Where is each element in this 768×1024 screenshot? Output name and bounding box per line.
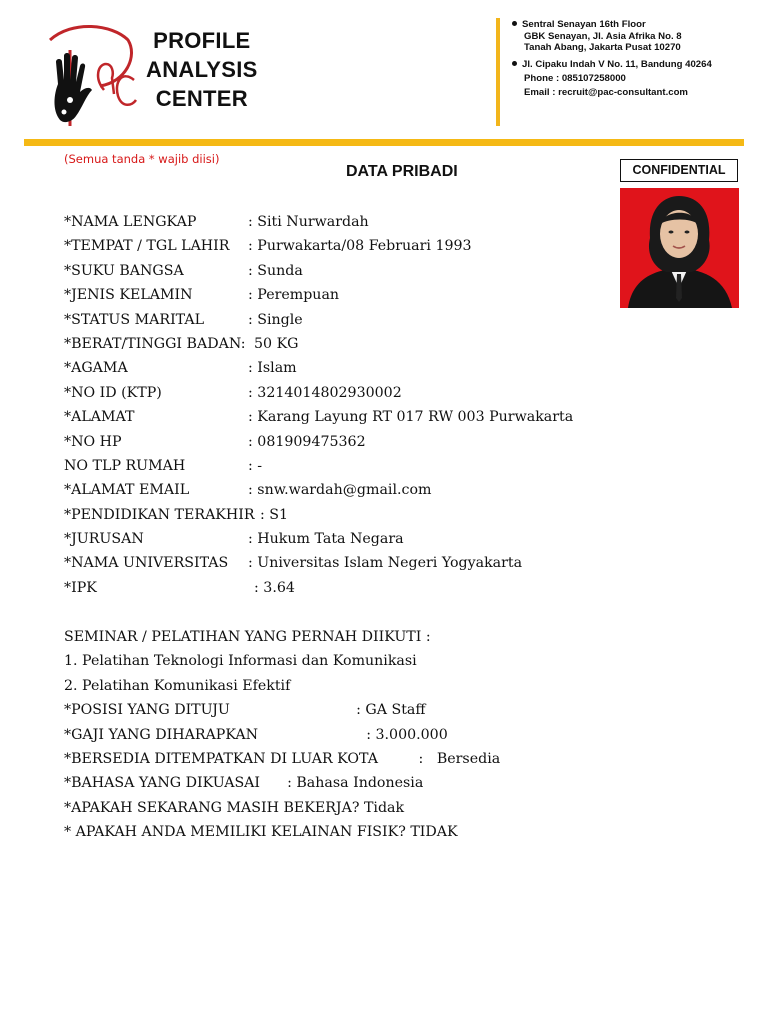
company-name xyxy=(146,26,258,113)
confidential-label: CONFIDENTIAL xyxy=(620,159,738,182)
text-line-content: *POSISI YANG DITUJU : GA Staff xyxy=(64,702,426,719)
field-label: *ALAMAT xyxy=(64,409,135,426)
field-label: *ALAMAT EMAIL xyxy=(64,482,190,499)
field-value: : Siti Nurwardah xyxy=(248,214,369,230)
field-label: *AGAMA xyxy=(64,360,128,377)
person-photo-icon xyxy=(620,188,739,308)
required-note: (Semua tanda * wajib diisi) xyxy=(64,152,220,166)
address-line: Jl. Cipaku Indah V No. 11, Bandung 40264 xyxy=(522,58,712,70)
field-label: *STATUS MARITAL xyxy=(64,311,205,328)
accent-bar xyxy=(24,139,744,146)
phone-line: Phone : 085107258000 xyxy=(524,73,626,85)
field-label: *BERAT/TINGGI BADAN: xyxy=(64,335,246,352)
text-line-content: 2. Pelatihan Komunikasi Efektif xyxy=(64,677,291,694)
field-label: *JENIS KELAMIN xyxy=(64,287,193,304)
text-line-content: SEMINAR / PELATIHAN YANG PERNAH DIIKUTI : xyxy=(64,629,431,645)
contact-info xyxy=(512,19,712,99)
text-line-content: *GAJI YANG DIHARAPKAN : 3.000.000 xyxy=(64,726,448,743)
page-title: DATA PRIBADI xyxy=(346,163,458,180)
header-divider xyxy=(496,18,500,126)
field-value: : 3214014802930002 xyxy=(248,384,402,401)
profile-photo xyxy=(620,188,739,308)
field-label: *NO ID (KTP) xyxy=(64,384,162,401)
field-value: : Universitas Islam Negeri Yogyakarta xyxy=(248,555,523,572)
field-label: *NO HP xyxy=(64,433,122,450)
field-label: *TEMPAT / TGL LAHIR xyxy=(64,238,230,255)
text-line-content: 1. Pelatihan Teknologi Informasi dan Komunikasi xyxy=(64,653,417,670)
company-line: ANALYSIS xyxy=(146,57,258,82)
text-line-content: *BAHASA YANG DIKUASAI : Bahasa Indonesia xyxy=(64,775,424,792)
field-label: NO TLP RUMAH xyxy=(64,457,186,474)
field-value: : 081909475362 xyxy=(248,433,366,450)
company-line: PROFILE xyxy=(153,28,251,53)
field-value: : S1 xyxy=(260,506,289,523)
field-value: : Single xyxy=(248,311,303,328)
field-value: : Karang Layung RT 017 RW 003 Purwakarta xyxy=(248,409,574,426)
text-line-content: * APAKAH ANDA MEMILIKI KELAINAN FISIK? TIDAK xyxy=(64,824,458,841)
field-value: : 3.64 xyxy=(254,579,295,596)
field-label: *NAMA LENGKAP xyxy=(64,214,197,230)
text-line-content: *BERSEDIA DITEMPATKAN DI LUAR KOTA : Bersedia xyxy=(64,750,501,767)
field-value: : Hukum Tata Negara xyxy=(248,531,404,548)
pac-logo xyxy=(42,20,138,130)
field-value: : Perempuan xyxy=(248,287,340,304)
field-label: *IPK xyxy=(64,579,97,596)
field-label: *JURUSAN xyxy=(64,531,144,548)
field-value: : Purwakarta/08 Februari 1993 xyxy=(248,238,472,255)
field-value: 50 KG xyxy=(254,335,299,352)
field-label: *SUKU BANGSA xyxy=(64,262,184,279)
bullet-icon xyxy=(512,61,517,66)
bullet-icon xyxy=(512,21,517,26)
email-line: Email : recruit@pac-consultant.com xyxy=(524,86,688,98)
address-line: GBK Senayan, Jl. Asia Afrika No. 8 xyxy=(524,30,682,42)
text-line-content: *APAKAH SEKARANG MASIH BEKERJA? Tidak xyxy=(64,799,405,816)
letterhead xyxy=(0,0,768,150)
field-value: : Islam xyxy=(248,360,297,377)
field-value: : - xyxy=(248,457,263,474)
address-line: Tanah Abang, Jakarta Pusat 10270 xyxy=(524,42,681,54)
field-label: *PENDIDIKAN TERAKHIR xyxy=(64,506,255,523)
field-value: : snw.wardah@gmail.com xyxy=(248,482,432,499)
field-label: *NAMA UNIVERSITAS xyxy=(64,555,229,572)
company-line: CENTER xyxy=(155,86,248,111)
address-line: Sentral Senayan 16th Floor xyxy=(522,19,646,30)
field-value: : Sunda xyxy=(248,262,303,279)
